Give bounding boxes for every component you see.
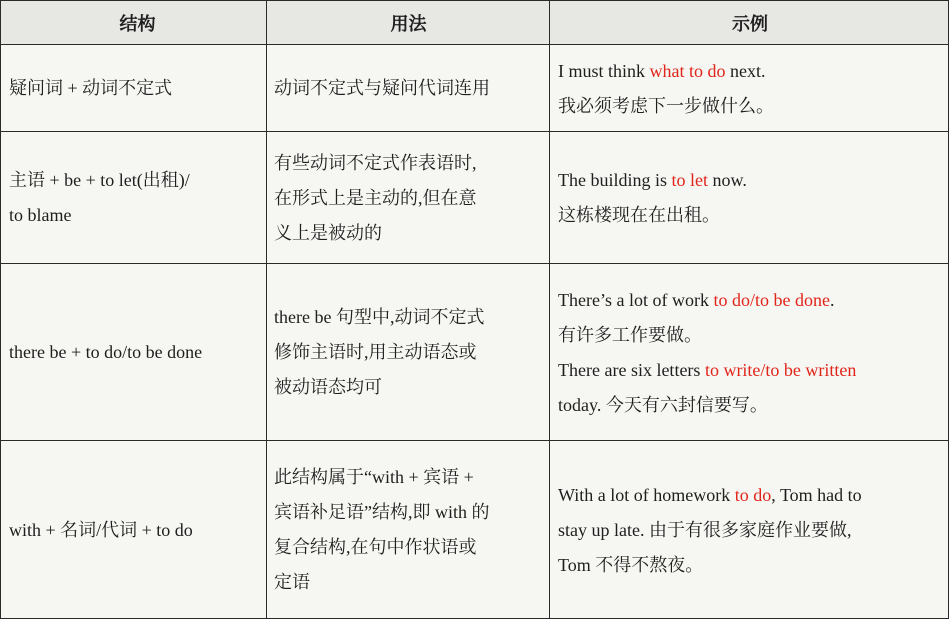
structure-text: there be + to do/to be done xyxy=(9,342,203,362)
example-line xyxy=(558,283,856,318)
usage-text: 动词不定式与疑问代词连用 xyxy=(274,78,490,98)
example-translation: 这栋楼现在在出租。 xyxy=(558,205,720,225)
example-text: There are six letters xyxy=(558,359,705,380)
highlight-text: to let xyxy=(671,170,708,190)
example-line xyxy=(558,54,774,89)
structure-cell xyxy=(1,264,266,441)
usage-text: 此结构属于“with + 宾语 + xyxy=(274,467,474,487)
header-structure: 结构 xyxy=(119,13,156,35)
example-translation: Tom 不得不熬夜。 xyxy=(558,554,704,575)
usage-text: 复合结构,在句中作状语或 xyxy=(274,537,477,557)
table-row xyxy=(1,440,948,619)
structure-cell xyxy=(1,441,266,619)
example-line xyxy=(558,163,747,198)
table-row xyxy=(1,263,948,441)
example-text: The building is xyxy=(558,170,672,190)
example-text: now. xyxy=(708,170,747,190)
example-cell xyxy=(549,45,948,132)
usage-text: 被动语态均可 xyxy=(274,377,382,397)
example-cell xyxy=(549,264,948,441)
usage-text: 在形式上是主动的,但在意 xyxy=(274,187,477,208)
example-line: today. 今天有六封信要写。 xyxy=(558,394,768,415)
usage-cell xyxy=(266,45,549,132)
table-row xyxy=(1,131,948,264)
example-translation: 我必须考虑下一步做什么。 xyxy=(558,95,774,116)
highlight-text: to do xyxy=(734,484,772,505)
header-usage: 用法 xyxy=(266,1,549,44)
usage-text: 定语 xyxy=(274,572,310,592)
example-line xyxy=(558,353,856,388)
structure-text: to blame xyxy=(9,205,72,225)
example-text: I must think xyxy=(558,60,650,81)
highlight-text: what to do xyxy=(649,60,726,81)
structure-text: 主语 + be + to let(出租)/ xyxy=(9,170,190,190)
usage-cell xyxy=(266,441,549,619)
example-text: With a lot of homework xyxy=(558,484,735,505)
usage-text: there be 句型中,动词不定式 xyxy=(274,307,485,327)
usage-cell xyxy=(266,132,549,264)
highlight-text: to do/to be done xyxy=(713,289,830,310)
example-cell xyxy=(549,132,948,264)
structure-cell xyxy=(1,45,266,132)
example-translation: 有许多工作要做。 xyxy=(558,324,702,345)
example-line: stay up late. 由于有很多家庭作业要做, xyxy=(558,519,852,540)
example-cell xyxy=(549,441,948,619)
example-text: , Tom had to xyxy=(771,484,862,505)
highlight-text: to write/to be written xyxy=(704,359,857,380)
example-text: There’s a lot of work xyxy=(558,289,714,310)
header-row xyxy=(1,1,948,44)
structure-text: 疑问词 + 动词不定式 xyxy=(9,78,173,98)
table-row xyxy=(1,44,948,132)
example-text: . xyxy=(829,289,835,310)
header-example: 示例 xyxy=(549,1,948,44)
usage-text: 宾语补足语”结构,即 with 的 xyxy=(274,502,490,522)
usage-text: 修饰主语时,用主动语态或 xyxy=(274,342,477,362)
usage-text: 义上是被动的 xyxy=(274,222,382,243)
usage-text: 有些动词不定式作表语时, xyxy=(274,152,477,173)
structure-cell xyxy=(1,132,266,264)
structure-text: with + 名词/代词 + to do xyxy=(9,519,193,540)
example-line xyxy=(558,478,862,513)
usage-cell xyxy=(266,264,549,441)
example-text: next. xyxy=(725,60,766,81)
